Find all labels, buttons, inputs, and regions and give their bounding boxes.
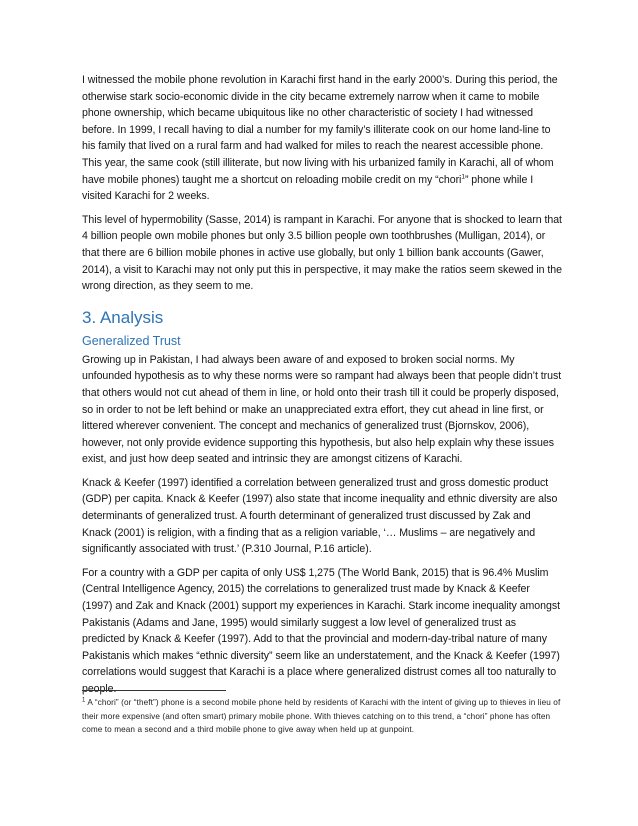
footnote-reference-1: 1: [461, 173, 465, 181]
analysis-paragraph-2: Knack & Keefer (1997) identified a correlation between generalized trust and gross domestic product (GDP) per capita. Knack & Keefer (1997) also state that income inequality and ethnic diversity are also determinants of generalized trust. A fourth determinant of generalized trust discussed by Zak and Knack (2001) is religion, with a finding that as a religion variable, ‘… Muslims – are negatively and significantly associated with trust.’ (P.310 Journal, P.16 article).: [82, 476, 558, 556]
intro-paragraph-1-text: I witnessed the mobile phone revolution in Karachi first hand in the early 2000’s. During this period, the otherwise stark socio-economic divide in the city became extremely narrow when it came to mobile phone ownership, which became ubiquitous like no other characteristic of society I had witnessed before. In 1999, I recall having to dial a number for my family’s illiterate cook on our home land-line to his family that lived on a rural farm and had walked for miles to reach the nearest accessible phone. This year, the same cook (still illiterate, but now living with his urbanized family in Karachi, all of whom have mobile phones) taught me a shortcut on reloading mobile credit on my “chori: [82, 74, 558, 186]
body-content: [82, 72, 562, 705]
analysis-paragraph-1: Growing up in Pakistan, I had always been aware of and exposed to broken social norms. My unfounded hypothesis as to why these norms were so rampant had always been that people didn’t trust that others would not cut ahead of them in line, or hold onto their trash till it could be properly disposed, so in order to not be left behind or make an unappreciated extra effort, they cut ahead in line first, or littered wherever convenient. The concept and mechanics of generalized trust (Bjornskov, 2006), however, not only provide evidence supporting this hypothesis, but also help explain why these issues exist, and just how deep seated and intrinsic they are amongst citizens of Karachi.: [82, 353, 562, 466]
section-heading: 3. Analysis: [82, 307, 164, 327]
intro-paragraph-2: This level of hypermobility (Sasse, 2014) is rampant in Karachi. For anyone that is shocked to learn that 4 billion people own mobile phones but only 3.5 billion people own toothbrushes (Mulligan, 2014), or that there are 6 billion mobile phones in active use globally, but only 1 billion bank accounts (Gawer, 2014), a visit to Karachi may not only put this in perspective, it may make the ratios seem skewed in the wrong direction, as they seem to me.: [82, 213, 562, 293]
footnote-text: A “chori” (or “theft”) phone is a second mobile phone held by residents of Karachi with the intent of giving up to thieves in lieu of their more expensive (and often smart) primary mobile phone. With thieves catching on to this trend, a “chori” phone has often come to mean a second and a third mobile phone to give away when held up at gunpoint.: [82, 698, 561, 735]
subsection-heading: Generalized Trust: [82, 333, 181, 348]
footnote-separator: [82, 690, 226, 691]
analysis-paragraph-3: For a country with a GDP per capita of only US$ 1,275 (The World Bank, 2015) that is 96.4% Muslim (Central Intelligence Agency, 2015) the correlations to generalized trust made by Knack & Keefer (1997) and Zak and Knack (2001) support my experiences in Karachi. Stark income inequality amongst Pakistanis (Adams and Jane, 1995) would similarly suggest a low level of generalized trust as predicted by Knack & Keefer (1997). Add to that the provincial and modern-day-tribal nature of many Pakistanis which makes “ethnic diversity” seem like an understatement, and the Knack & Keefer (1997) correlations would suggest that Karachi is a place where generalized distrust comes all too naturally to people.: [82, 566, 560, 695]
intro-paragraph-1-text-end: ” phone while I visited Karachi for 2 weeks.: [82, 173, 534, 203]
footnote: [82, 696, 562, 737]
footnote-marker: 1: [82, 697, 86, 704]
intro-paragraph-1: [82, 72, 562, 205]
